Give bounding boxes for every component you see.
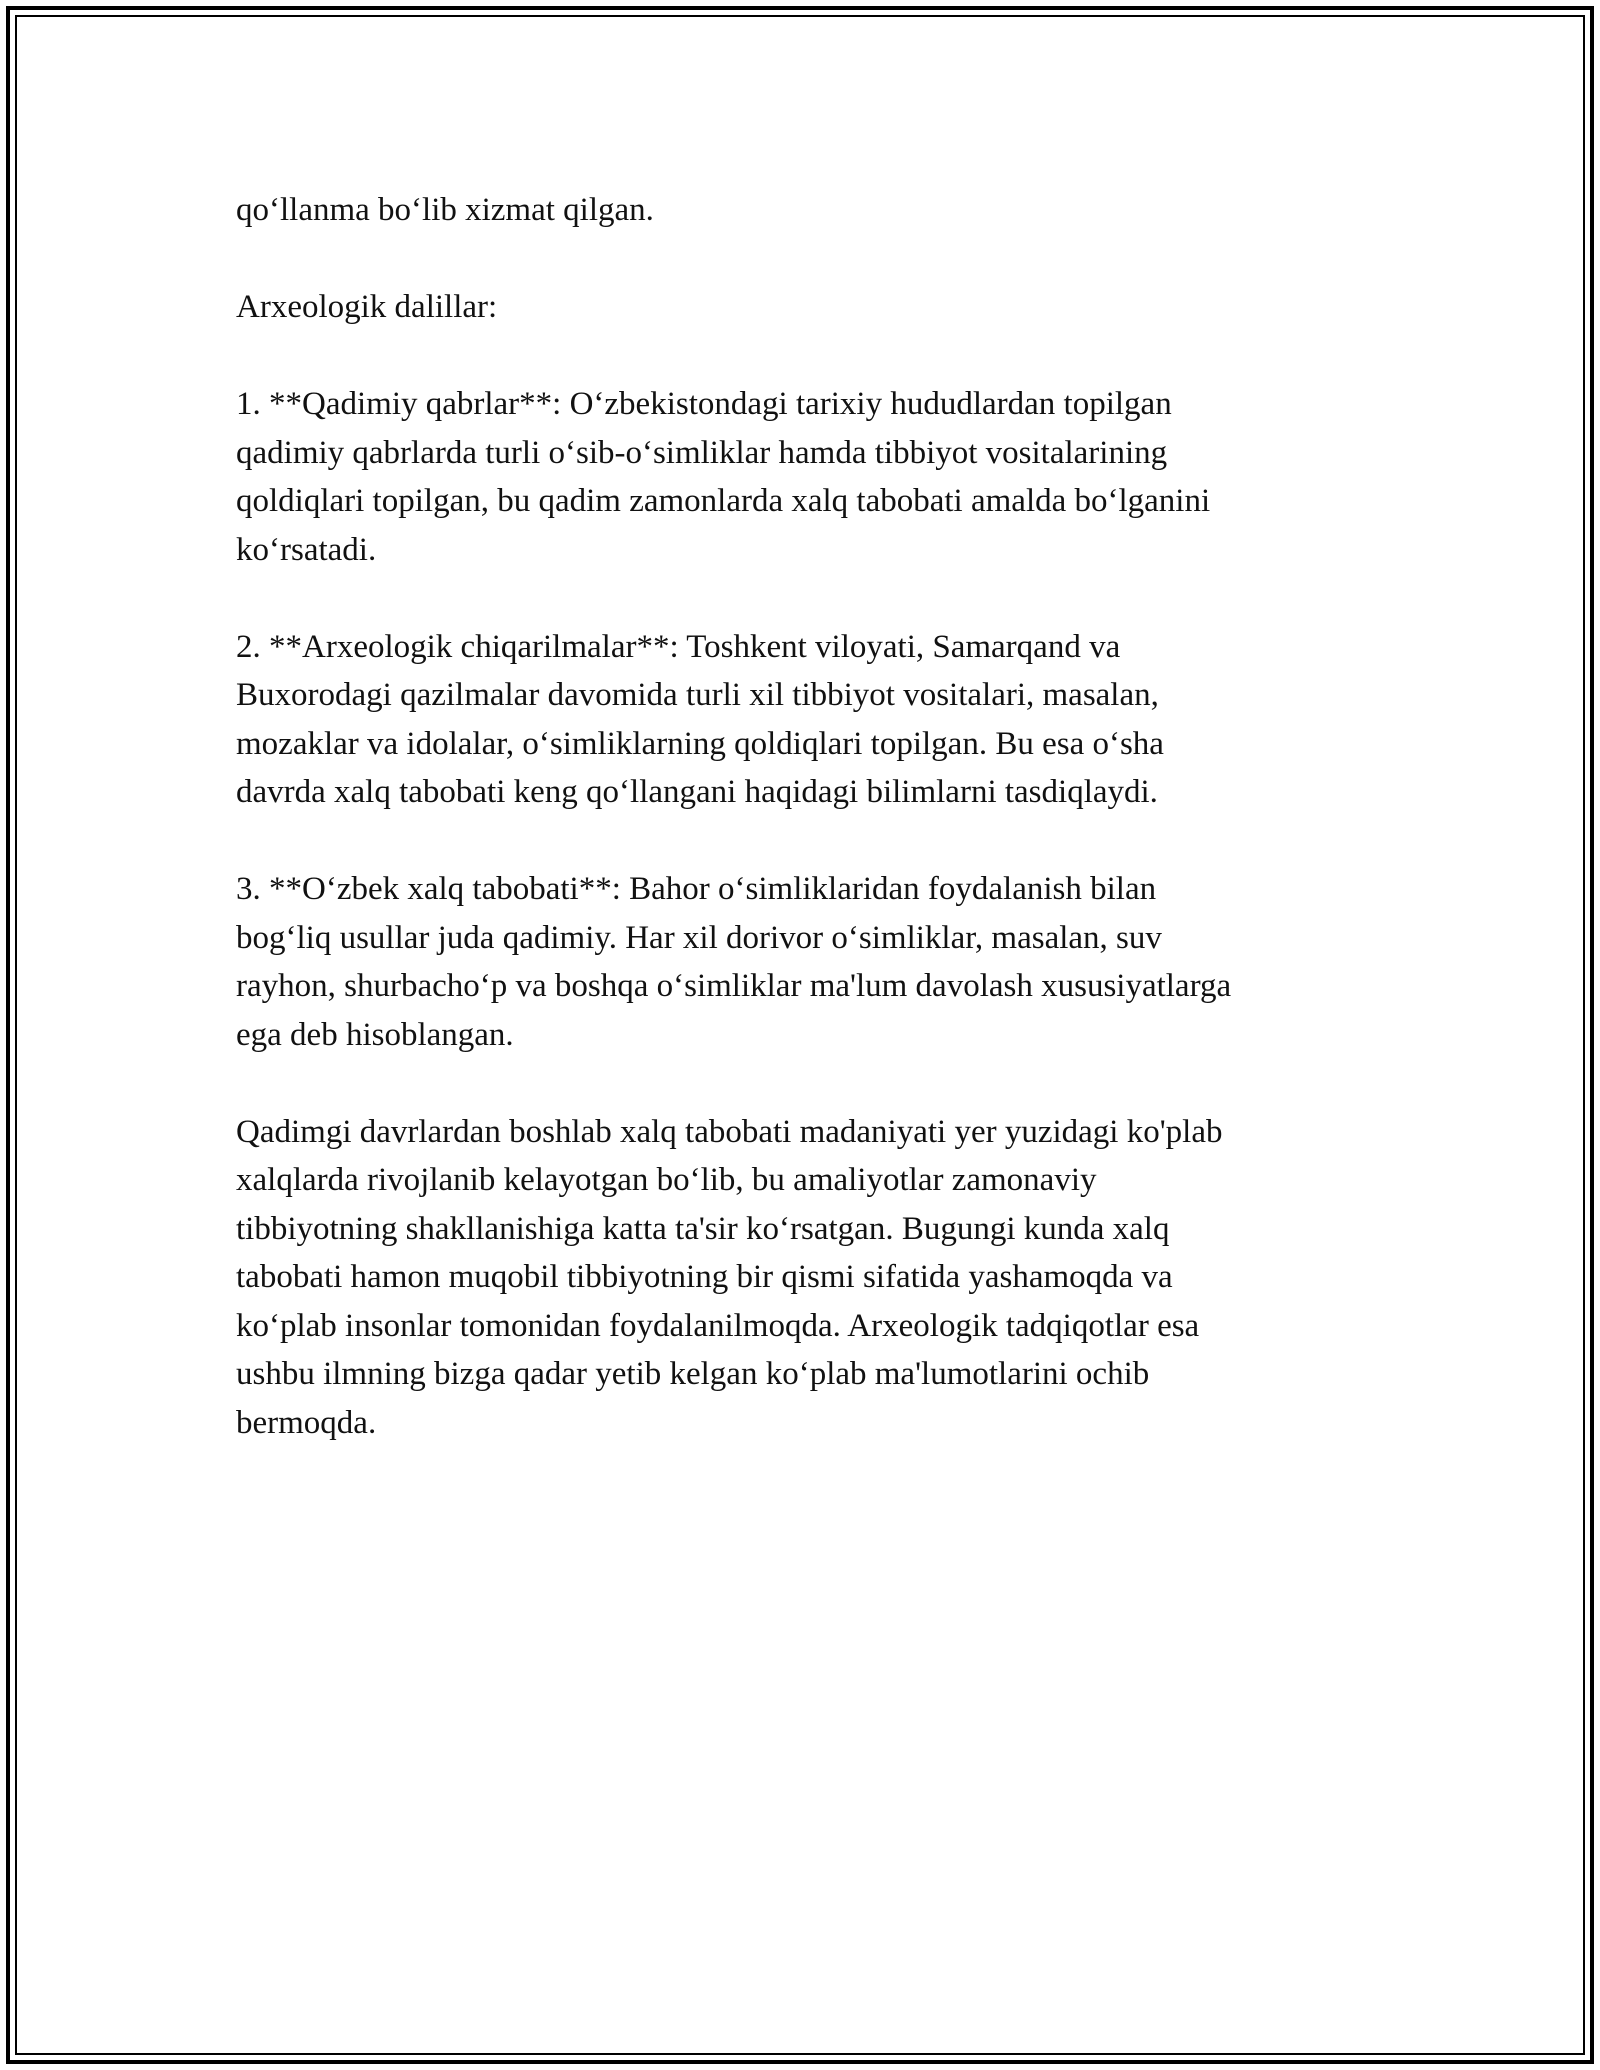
text-line: rayhon, shurbacho‘p va boshqa o‘simliklar ma'lum davolash xususiyatlarga: [236, 968, 1232, 1004]
document-body: [236, 186, 1366, 1496]
text-line: davrda xalq tabobati keng qo‘llangani haqidagi bilimlarni tasdiqlaydi.: [236, 774, 1158, 810]
text-line: tibbiyotning shakllanishiga katta ta'sir ko‘rsatgan. Bugungi kunda xalq: [236, 1210, 1170, 1247]
text-line: 2. **Arxeologik chiqarilmalar**: Toshkent viloyati, Samarqand va: [236, 628, 1121, 665]
paragraph-item-1: [236, 380, 1366, 574]
text-line: Buxorodagi qazilmalar davomida turli xil tibbiyot vositalari, masalan,: [236, 677, 1159, 713]
text-line: ko‘rsatadi.: [236, 531, 377, 568]
text-line: ko‘plab insonlar tomonidan foydalanilmoqda. Arxeologik tadqiqotlar esa: [236, 1307, 1200, 1344]
text-line: tabobati hamon muqobil tibbiyotning bir qismi sifatida yashamoqda va: [236, 1259, 1173, 1295]
paragraph-heading-evidence: [236, 283, 1366, 332]
paragraph-item-2: [236, 623, 1366, 817]
text-line: qo‘llanma bo‘lib xizmat qilgan.: [236, 192, 654, 228]
text-line: qoldiqlari topilgan, bu qadim zamonlarda xalq tabobati amalda bo‘lganini: [236, 483, 1211, 519]
paragraph-conclusion: [236, 1108, 1366, 1448]
text-line: 3. **O‘zbek xalq tabobati**: Bahor o‘simliklaridan foydalanish bilan: [236, 871, 1157, 907]
text-line: Qadimgi davrlardan boshlab xalq tabobati madaniyati yer yuzidagi ko'plab: [236, 1113, 1223, 1150]
text-line: bog‘liq usullar juda qadimiy. Har xil dorivor o‘simliklar, masalan, suv: [236, 919, 1162, 956]
text-line: 1. **Qadimiy qabrlar**: O‘zbekistondagi tarixiy hududlardan topilgan: [236, 386, 1172, 422]
paragraph-item-3: [236, 865, 1366, 1059]
text-line: qadimiy qabrlarda turli o‘sib-o‘simliklar hamda tibbiyot vositalarining: [236, 434, 1168, 471]
text-line: bermoqda.: [236, 1404, 377, 1441]
text-line: ushbu ilmning bizga qadar yetib kelgan ko‘plab ma'lumotlarini ochib: [236, 1356, 1150, 1392]
text-line: mozaklar va idolalar, o‘simliklarning qoldiqlari topilgan. Bu esa o‘sha: [236, 725, 1164, 762]
paragraph-continuation: [236, 186, 1366, 235]
text-line: ega deb hisoblangan.: [236, 1016, 514, 1053]
text-line: Arxeologik dalillar:: [236, 289, 498, 325]
text-line: xalqlarda rivojlanib kelayotgan bo‘lib, bu amaliyotlar zamonaviy: [236, 1162, 1097, 1198]
